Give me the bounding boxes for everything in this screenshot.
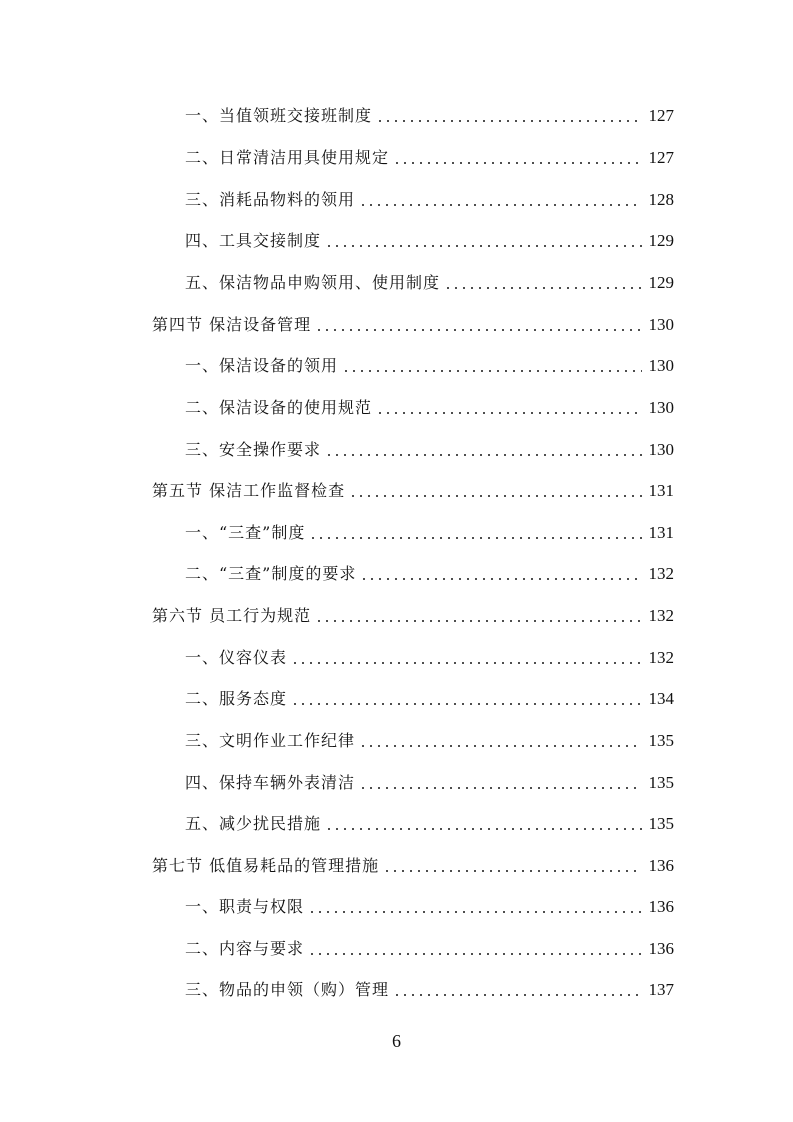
- toc-entry-label: 第四节 保洁设备管理: [152, 315, 312, 334]
- toc-entry: [152, 353, 674, 379]
- toc-entry-page: 130: [648, 398, 674, 417]
- dot-leader: [315, 603, 642, 629]
- toc-entry-label: 二、服务态度: [185, 689, 288, 708]
- toc-entry: [152, 145, 674, 171]
- dot-leader: [393, 145, 642, 171]
- toc-section-entry: [152, 603, 674, 629]
- toc-entry-label: 四、保持车辆外表清洁: [185, 773, 356, 792]
- dot-leader: [325, 437, 642, 463]
- toc-entry-label: 二、“三查”制度的要求: [185, 564, 357, 583]
- toc-entry: [152, 811, 674, 837]
- toc-entry: [152, 894, 674, 920]
- toc-entry-page: 135: [648, 731, 674, 750]
- toc-entry-page: 134: [648, 689, 674, 708]
- toc-entry-page: 135: [648, 773, 674, 792]
- toc-entry-page: 129: [648, 231, 674, 250]
- dot-leader: [291, 645, 642, 671]
- dot-leader: [315, 312, 642, 338]
- toc-entry-page: 137: [648, 980, 674, 999]
- toc-entry: [152, 103, 674, 129]
- toc-entry-page: 136: [648, 897, 674, 916]
- dot-leader: [325, 811, 642, 837]
- toc-entry-label: 一、当值领班交接班制度: [185, 106, 373, 125]
- toc-entry: [152, 395, 674, 421]
- toc-entry-label: 四、工具交接制度: [185, 231, 322, 250]
- toc-entry: [152, 561, 674, 587]
- toc-entry-page: 127: [648, 148, 674, 167]
- toc-entry-page: 131: [648, 481, 674, 500]
- toc-entry-page: 130: [648, 440, 674, 459]
- toc-entry-page: 127: [648, 106, 674, 125]
- toc-entry-label: 一、职责与权限: [185, 897, 305, 916]
- toc-entry-page: 136: [648, 939, 674, 958]
- toc-entry: [152, 936, 674, 962]
- toc-entry: [152, 520, 674, 546]
- dot-leader: [359, 770, 642, 796]
- dot-leader: [308, 894, 642, 920]
- toc-entry: [152, 270, 674, 296]
- toc-entry-page: 135: [648, 814, 674, 833]
- dot-leader: [444, 270, 642, 296]
- toc-entry-page: 130: [648, 315, 674, 334]
- toc-section-entry: [152, 478, 674, 504]
- toc-entry: [152, 228, 674, 254]
- toc-entry-label: 一、保洁设备的领用: [185, 356, 339, 375]
- toc-entry: [152, 187, 674, 213]
- toc-entry-label: 三、消耗品物料的领用: [185, 190, 356, 209]
- toc-entry-page: 132: [648, 564, 674, 583]
- dot-leader: [309, 520, 642, 546]
- toc-entry-label: 第七节 低值易耗品的管理措施: [152, 856, 380, 875]
- toc-entry-label: 三、文明作业工作纪律: [185, 731, 356, 750]
- dot-leader: [308, 936, 642, 962]
- toc-entry: [152, 686, 674, 712]
- toc-entry-label: 二、日常清洁用具使用规定: [185, 148, 390, 167]
- toc-entry-page: 136: [648, 856, 674, 875]
- dot-leader: [359, 728, 642, 754]
- toc-entry-page: 129: [648, 273, 674, 292]
- toc-entry-label: 三、安全操作要求: [185, 440, 322, 459]
- dot-leader: [349, 478, 642, 504]
- toc-entry-label: 第六节 员工行为规范: [152, 606, 312, 625]
- dot-leader: [376, 395, 642, 421]
- toc-entry-label: 二、保洁设备的使用规范: [185, 398, 373, 417]
- dot-leader: [342, 353, 642, 379]
- toc-section-entry: [152, 853, 674, 879]
- toc-entry: [152, 977, 674, 1003]
- toc-entry-label: 三、物品的申领（购）管理: [185, 980, 390, 999]
- dot-leader: [376, 103, 642, 129]
- dot-leader: [325, 228, 642, 254]
- toc-entry-page: 128: [648, 190, 674, 209]
- toc-entry-page: 130: [648, 356, 674, 375]
- dot-leader: [359, 187, 642, 213]
- toc-entry-label: 五、减少扰民措施: [185, 814, 322, 833]
- toc-entry: [152, 728, 674, 754]
- page-number: 6: [392, 1031, 401, 1051]
- toc-section-entry: [152, 312, 674, 338]
- toc-entry-page: 131: [648, 523, 674, 542]
- dot-leader: [360, 561, 642, 587]
- toc-entry-label: 二、内容与要求: [185, 939, 305, 958]
- toc-entry-label: 五、保洁物品申购领用、使用制度: [185, 273, 441, 292]
- dot-leader: [393, 977, 642, 1003]
- toc-entry: [152, 645, 674, 671]
- toc-entry-page: 132: [648, 648, 674, 667]
- toc-entry-label: 一、仪容仪表: [185, 648, 288, 667]
- toc-entry: [152, 770, 674, 796]
- toc-entry: [152, 437, 674, 463]
- dot-leader: [291, 686, 642, 712]
- toc-entry-label: 一、“三查”制度: [185, 523, 306, 542]
- dot-leader: [383, 853, 642, 879]
- toc-entry-page: 132: [648, 606, 674, 625]
- toc-entry-label: 第五节 保洁工作监督检查: [152, 481, 346, 500]
